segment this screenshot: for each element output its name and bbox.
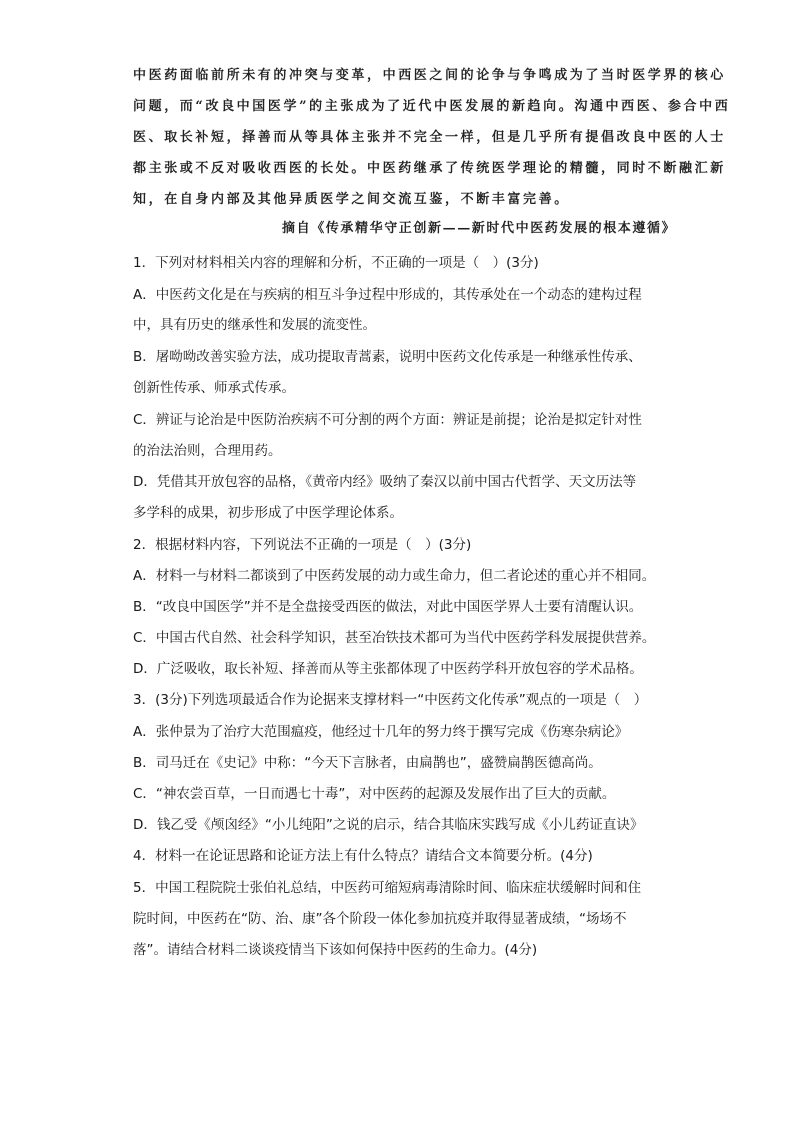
question-4-stem: 4．材料一在论证思路和论证方法上有什么特点？请结合文本简要分析。(4分) (133, 848, 593, 864)
question-3-option-b: B．司马迁在《史记》中称：“今天下言脉者，由扁鹊也”，盛赞扁鹊医德高尚。 (133, 755, 602, 771)
question-5-stem: 5．中国工程院院士张伯礼总结，中医药可缩短病毒清除时间、临床症状缓解时间和住 (133, 880, 642, 896)
question-2-option-d: D．广泛吸收，取长补短、择善而从等主张都体现了中医药学科开放包容的学术品格。 (133, 661, 643, 677)
question-2-option-c: C．中国古代自然、社会科学知识，甚至冶铁技术都可为当代中医药学科发展提供营养。 (133, 630, 656, 646)
question-1-option-b-cont: 创新性传承、师承式传承。 (133, 380, 295, 396)
passage-line: 知，在自身内部及其他异质医学之间交流互鉴，不断丰富完善。 (133, 192, 570, 207)
question-1-option-c: C．辨证与论治是中医防治疾病不可分割的两个方面：辨证是前提；论治是拟定针对性 (133, 412, 642, 428)
question-5-stem-cont: 落”。请结合材料二谈谈疫情当下该如何保持中医药的生命力。(4分) (133, 942, 538, 958)
question-1-stem: 1．下列对材料相关内容的理解和分析，不正确的一项是（ ）(3分) (133, 255, 539, 271)
passage-line: 问题，而“改良中国医学”的主张成为了近代中医发展的新趋向。沟通中西医、参合中西 (133, 99, 731, 114)
question-1-option-d: D．凭借其开放包容的品格，《黄帝内经》吸纳了秦汉以前中国古代哲学、天文历法等 (133, 474, 637, 490)
question-1-option-b: B．屠呦呦改善实验方法，成功提取青蒿素，说明中医药文化传承是一种继承性传承、 (133, 349, 642, 365)
question-3-option-a: A．张仲景为了治疗大范围瘟疫，他经过十几年的努力终于撰写完成《伤寒杂病论》 (133, 724, 629, 740)
question-3-option-c: C．“神农尝百草，一日而遇七十毒”，对中医药的起源及发展作出了巨大的贡献。 (133, 786, 616, 802)
question-2-stem: 2．根据材料内容，下列说法不正确的一项是（ ）(3分) (133, 537, 472, 553)
passage-line: 都主张或不反对吸收西医的长处。中医药继承了传统医学理论的精髓，同时不断融汇新 (133, 161, 726, 176)
passage-excerpt (133, 60, 731, 215)
question-2-option-a: A．材料一与材料二都谈到了中医药发展的动力或生命力，但二者论述的重心并不相同。 (133, 568, 656, 584)
question-2-option-b: B．“改良中国医学”并不是全盘接受西医的做法，对此中国医学界人士要有清醒认识。 (133, 599, 643, 615)
question-1-option-a: A．中医药文化是在与疾病的相互斗争过程中形成的，其传承处在一个动态的建构过程 (133, 287, 642, 303)
question-1-option-c-cont: 的治法治则，合理用药。 (133, 443, 282, 459)
question-3-stem: 3．(3分)下列选项最适合作为论据来支撑材料一“中医药文化传承”观点的一项是（ ） (133, 692, 648, 708)
passage-line: 中医药面临前所未有的冲突与变革，中西医之间的论争与争鸣成为了当时医学界的核心 (133, 68, 726, 83)
question-1-option-a-cont: 中，具有历史的继承性和发展的流变性。 (133, 317, 376, 333)
passage-line: 医、取长补短，择善而从等具体主张并不完全一样，但是几乎所有提倡改良中医的人士 (133, 130, 726, 145)
passage-source: 摘自《传承精华守正创新——新时代中医药发展的根本遵循》 (282, 221, 677, 236)
question-3-option-d: D．钱乙受《颅囟经》“小儿纯阳”之说的启示，结合其临床实践写成《小儿药证直诀》 (133, 817, 644, 833)
question-5-stem-cont: 院时间，中医药在“防、治、康”各个阶段一体化参加抗疫并取得显著成绩，“场场不 (133, 911, 627, 927)
question-1-option-d-cont: 多学科的成果，初步形成了中医学理论体系。 (133, 505, 403, 521)
